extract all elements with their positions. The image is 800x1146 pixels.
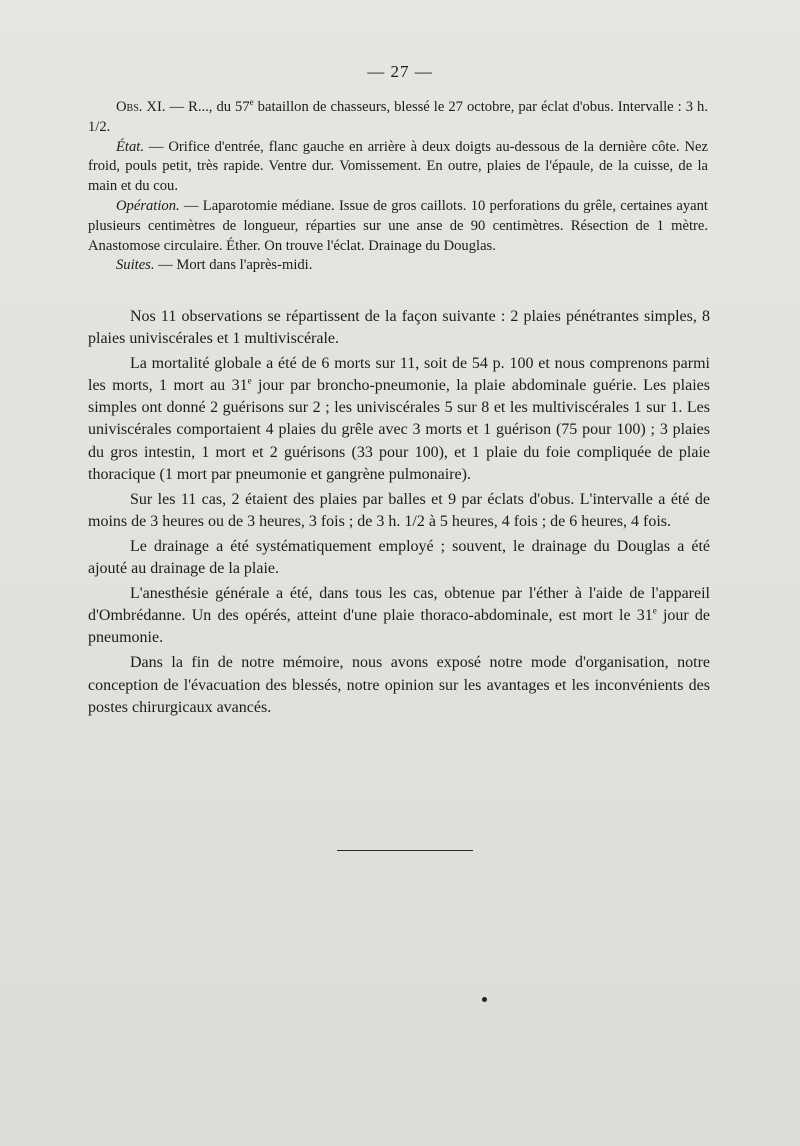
observation-etat: État. — Orifice d'entrée, flanc gauche en arrière à deux doigts au-dessous de la dernière côte. Nez froid, pouls petit, très rapide. Ventre dur. Vomissement. En outre, plaies de l'épaule, de la cuisse, de la main et du cou. [88, 138, 708, 195]
page-number: — 27 — [367, 62, 433, 81]
observation-heading: Obs. XI. [116, 99, 166, 115]
observation-block [88, 98, 708, 276]
observation-suites: Suites. — Mort dans l'après-midi. [116, 257, 313, 274]
paragraph-1: Nos 11 observations se répartissent de la façon suivante : 2 plaies pénétrantes simples, 8 plaies univiscérales et 1 multiviscérale. [88, 308, 710, 348]
paragraph-5: L'anesthésie générale a été, dans tous les cas, obtenue par l'éther à l'aide de l'appareil d'Ombrédanne. Un des opérés, atteint d'une plaie thoraco-abdominale, est mort le 31e jour de pneumonie. [88, 585, 711, 647]
paragraph-4: Le drainage a été systématiquement employé ; souvent, le drainage du Douglas a été ajouté au drainage de la plaie. [88, 537, 710, 578]
paragraph-6: Dans la fin de notre mémoire, nous avons exposé notre mode d'organisation, notre conception de l'évacuation des blessés, notre opinion sur les avantages et les inconvénients des postes chirurgicaux avancés. [88, 654, 710, 716]
ink-dot [482, 997, 487, 1002]
observation-header: Obs. XI. — R..., du 57e bataillon de chasseurs, blessé le 27 octobre, par éclat d'obus. Intervalle : 3 h. 1/2. [88, 97, 708, 135]
observation-operation: Opération. — Laparotomie médiane. Issue de gros caillots. 10 perforations du grêle, certaines ayant plusieurs centimètres de longueur, réparties sur une anse de 90 centimètres. Résection de 1 mètre. Anastomose circulaire. Éther. On trouve l'éclat. Drainage du Douglas. [88, 197, 708, 254]
body-text [88, 306, 710, 722]
closing-rule [337, 850, 473, 851]
paragraph-3: Sur les 11 cas, 2 étaient des plaies par balles et 9 par éclats d'obus. L'intervalle a été de moins de 3 heures ou de 3 heures, 3 fois ; de 3 h. 1/2 à 5 heures, 4 fois ; de 6 heures, 4 fois. [88, 490, 710, 530]
paragraph-2: La mortalité globale a été de 6 morts sur 11, soit de 54 p. 100 et nous comprenons parmi les morts, 1 mort au 31e jour par broncho-pneumonie, la plaie abdominale guérie. Les plaies simples ont donné 2 guérisons sur 2 ; les univiscérales 5 sur 8 et les multiviscérales 1 sur 1. Les univiscérales comportaient 4 plaies du grêle avec 3 morts et 1 guérison (75 pour 100) ; 3 plaies du gros intestin, 1 mort et 2 guérisons (33 pour 100), et 1 plaie du foie compliquée de plaie thoracique (1 mort par pneumonie et gangrène pulmonaire). [88, 355, 711, 483]
